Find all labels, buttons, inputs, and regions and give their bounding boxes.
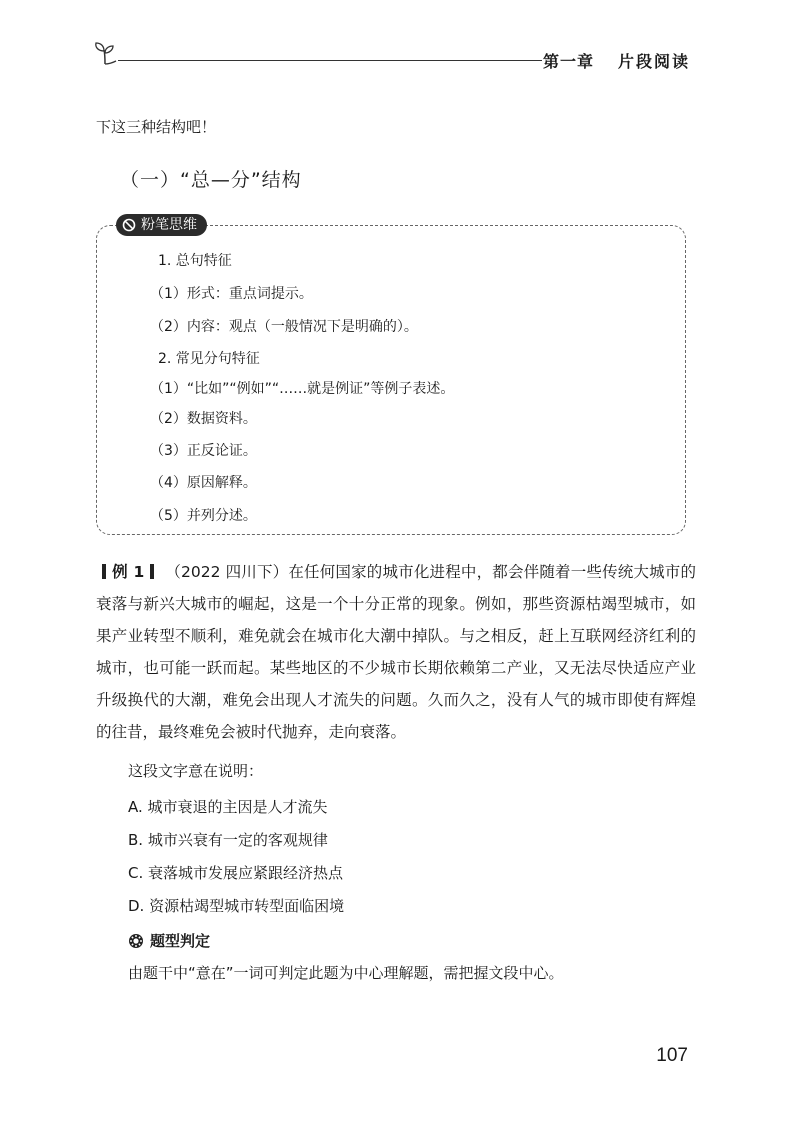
- question-stem: 这段文字意在说明：: [128, 762, 264, 780]
- option-b: B. 城市兴衰有一定的客观规律: [128, 831, 328, 849]
- header-rule: [118, 60, 542, 61]
- chalk-item: （1）形式：重点词提示。: [150, 286, 313, 302]
- chalk-item: 2. 常见分句特征: [158, 351, 260, 367]
- chalk-item: （2）数据资料。: [150, 411, 257, 427]
- chalk-item: （4）原因解释。: [150, 475, 257, 491]
- chalk-item: （3）正反论证。: [150, 443, 257, 459]
- chalk-item: （5）并列分述。: [150, 508, 257, 524]
- intro-text: 下这三种结构吧！: [96, 118, 217, 136]
- example-label: 例 1: [96, 563, 160, 581]
- chalk-item: 1. 总句特征: [158, 253, 232, 269]
- page-header: [90, 40, 690, 70]
- leaf-sprout-icon: [92, 40, 118, 66]
- option-a: A. 城市衰退的主因是人才流失: [128, 798, 328, 816]
- page-number: 107: [656, 1045, 688, 1066]
- judge-label: 题型判定: [150, 932, 211, 950]
- section-title: （一）“总—分”结构: [120, 169, 302, 191]
- chalk-item: （2）内容：观点（一般情况下是明确的）。: [150, 319, 418, 335]
- no-sign-icon: [122, 218, 136, 232]
- gear-icon: [128, 933, 144, 949]
- example-text: （2022 四川下）在任何国家的城市化进程中，都会伴随着一些传统大城市的衰落与新兴大城市的崛起，这是一个十分正常的现象。例如，那些资源枯竭型城市，如果产业转型不顺利，难免就会在城市化大潮中掉队。与之相反，赶上互联网经济红利的城市，也可能一跃而起。某些地区的不少城市长期依赖第二产业，又无法尽快适应产业升级换代的大潮，难免会出现人才流失的问题。久而久之，没有人气的城市即使有辉煌的往昔，最终难免会被时代抛弃，走向衰落。: [96, 563, 696, 741]
- option-c: C. 衰落城市发展应紧跟经济热点: [128, 864, 344, 882]
- judge-heading: [128, 930, 210, 951]
- chalk-tag-label: 粉笔思维: [141, 217, 197, 233]
- judge-text: 由题干中“意在”一词可判定此题为中心理解题，需把握文段中心。: [128, 964, 564, 982]
- chalk-item: （1）“比如”“例如”“……就是例证”等例子表述。: [150, 381, 455, 397]
- header-chapter: 第一章: [542, 52, 594, 71]
- header-section: 片段阅读: [617, 52, 690, 71]
- example-passage: [96, 556, 696, 748]
- chalk-thinking-tag: [116, 214, 207, 236]
- option-d: D. 资源枯竭型城市转型面临困境: [128, 897, 345, 915]
